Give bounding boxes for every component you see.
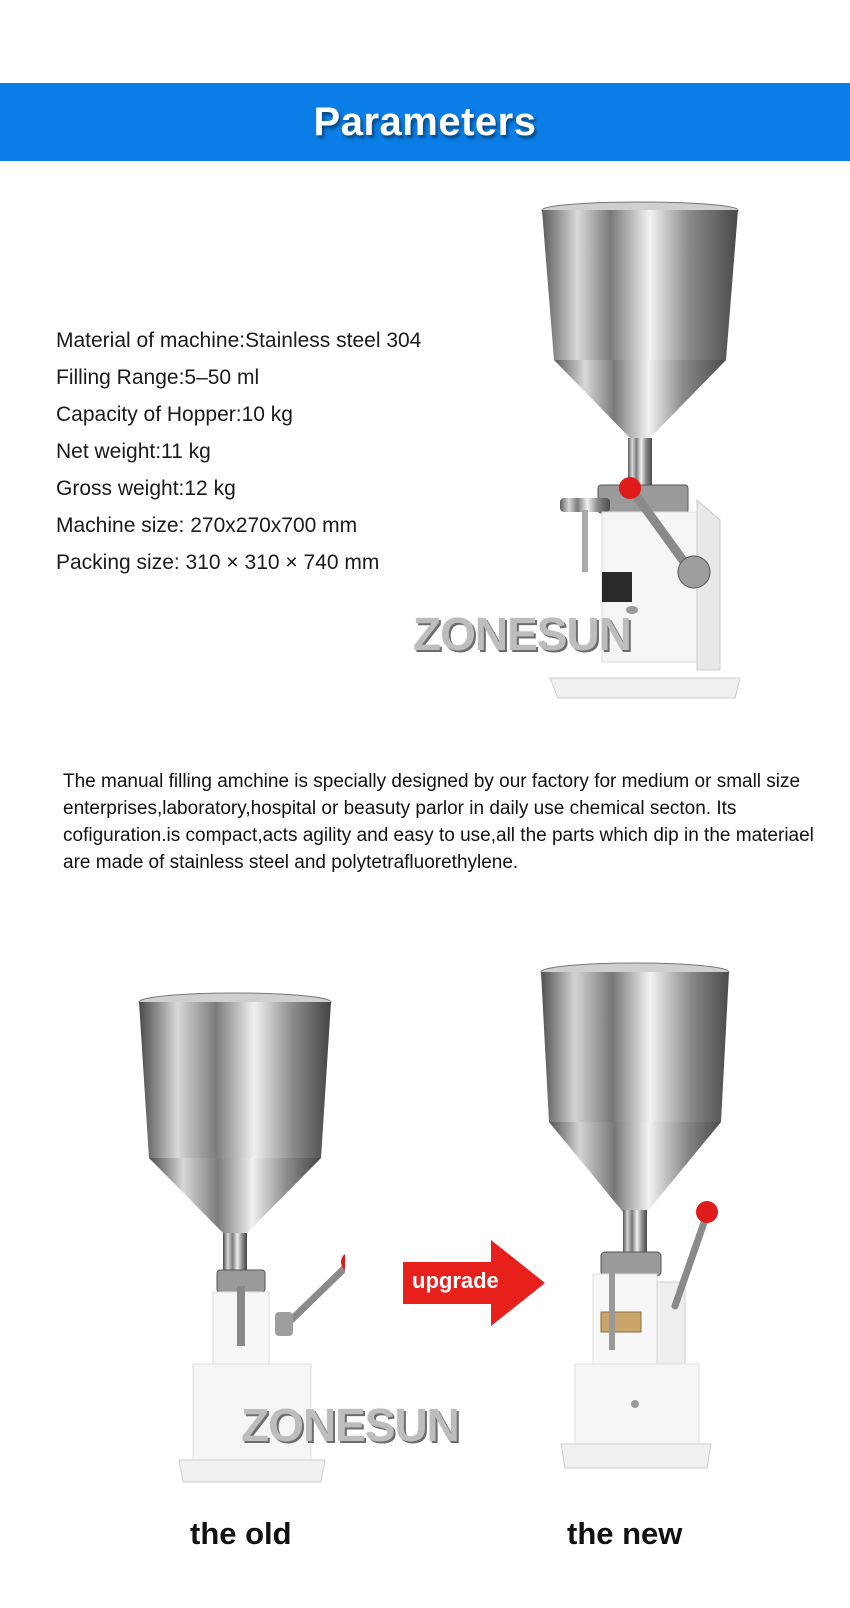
- parameters-banner: [0, 83, 850, 161]
- spec-item-machine-size: Machine size: 270x270x700 mm: [56, 514, 358, 537]
- spec-item-net-weight: Net weight:11 kg: [56, 440, 211, 463]
- spec-list: [56, 322, 421, 581]
- spec-item-gross-weight: Gross weight:12 kg: [56, 477, 236, 500]
- upgrade-label: upgrade: [412, 1268, 499, 1293]
- spec-item-packing-size: Packing size: 310 × 310 × 740 mm: [56, 551, 380, 574]
- section-title: Parameters: [313, 99, 537, 144]
- spec-item-hopper-capacity: Capacity of Hopper:10 kg: [56, 403, 293, 426]
- spec-item-filling-range: Filling Range:5–50 ml: [56, 366, 260, 389]
- brand-watermark: ZONESUN: [413, 608, 631, 660]
- spec-item-material: Material of machine:Stainless steel 304: [56, 329, 422, 352]
- old-machine-caption: the old: [190, 1516, 292, 1551]
- new-machine-image: [535, 960, 735, 1500]
- product-description: The manual filling amchine is specially designed by our factory for medium or small size enterprises,laboratory,hospital or beasuty parlor in daily use chemical secton. Its cofiguration.is compact,acts agility and easy to use,all the parts which dip in the materiael are made of stainless steel and polytetrafluorethylene.: [63, 771, 814, 873]
- brand-watermark-2: ZONESUN: [241, 1399, 459, 1451]
- new-machine-caption: the new: [567, 1516, 683, 1551]
